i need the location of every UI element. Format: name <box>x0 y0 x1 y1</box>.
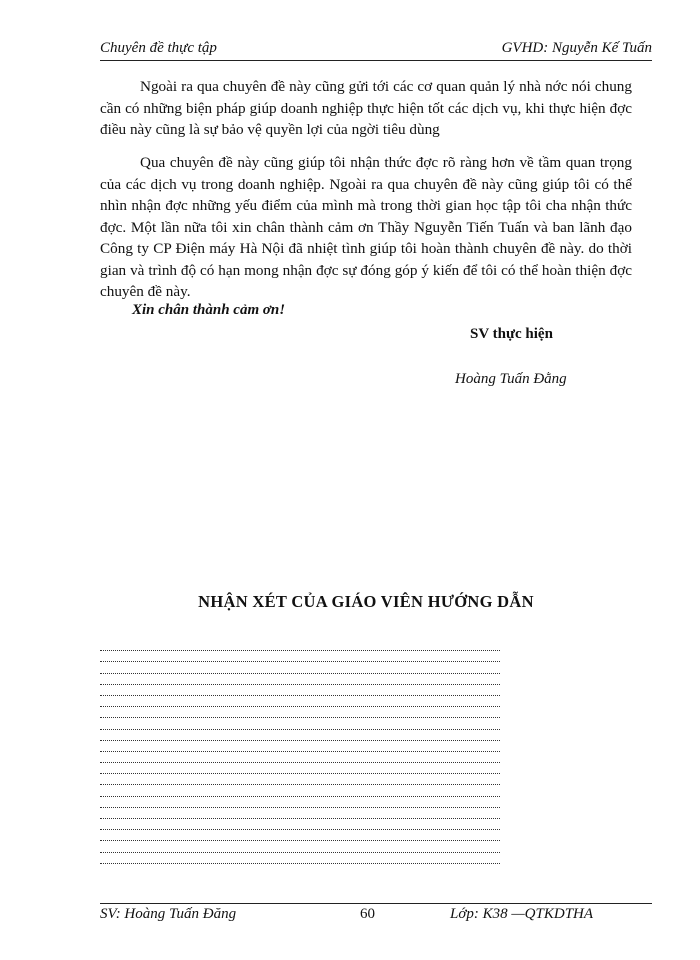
blank-dotted-line <box>100 685 500 696</box>
blank-dotted-line <box>100 797 500 808</box>
blank-dotted-line <box>100 853 500 864</box>
blank-dotted-line <box>100 819 500 830</box>
header-title: Chuyên đề thực tập <box>100 40 217 56</box>
blank-dotted-line <box>100 841 500 852</box>
footer-class: Lớp: K38 —QTKDTHA <box>450 906 594 922</box>
blank-dotted-line <box>100 707 500 718</box>
paragraph-2: Qua chuyên đề này cũng giúp tôi nhận thức đợc rõ ràng hơn về tầm quan trọng của các dịch vụ trong doanh nghiệp. Ngoài ra qua chuyên đề này cũng giúp tôi có thể nhìn nhận đợc những yếu điểm của mình mà trong thời gian học tập tôi cha nhận thức đợc. Một lần nữa tôi xin chân thành cảm ơn Thầy Nguyễn Tiến Tuấn và ban lãnh đạo Công ty CP Điện máy Hà Nội đã nhiệt tình giúp tôi hoàn thành chuyên đề này. do thời gian và trình độ có hạn mong nhận đợc sự đóng góp ý kiến để tôi có thể hoàn thiện đợc chuyên đề này. <box>100 154 632 300</box>
thanks-line: Xin chân thành cảm ơn! <box>132 302 286 318</box>
review-section-title: NHẬN XÉT CỦA GIÁO VIÊN HƯỚNG DẪN <box>198 592 534 611</box>
signature-label: SV thực hiện <box>470 326 553 342</box>
blank-dotted-line <box>100 785 500 796</box>
review-blank-lines <box>100 640 500 864</box>
signature-name: Hoàng Tuấn Đằng <box>455 371 567 387</box>
blank-dotted-line <box>100 763 500 774</box>
blank-dotted-line <box>100 774 500 785</box>
blank-dotted-line <box>100 640 500 651</box>
page-header <box>100 38 652 61</box>
page-footer <box>100 903 652 928</box>
blank-dotted-line <box>100 808 500 819</box>
blank-dotted-line <box>100 830 500 841</box>
paragraph-1: Ngoài ra qua chuyên đề này cũng gửi tới các cơ quan quản lý nhà nớc nói chung cần có những biện pháp giúp doanh nghiệp thực hiện tốt các dịch vụ, khi thực hiện đợc điều này cũng là sự bảo vệ quyền lợi của ngời tiêu dùng <box>100 78 632 138</box>
blank-dotted-line <box>100 730 500 741</box>
footer-student: SV: Hoàng Tuấn Đăng <box>100 906 237 922</box>
page-number: 60 <box>360 906 375 922</box>
blank-dotted-line <box>100 752 500 763</box>
blank-dotted-line <box>100 741 500 752</box>
blank-dotted-line <box>100 696 500 707</box>
blank-dotted-line <box>100 674 500 685</box>
blank-dotted-line <box>100 651 500 662</box>
header-advisor: GVHD: Nguyễn Kế Tuấn <box>501 40 652 56</box>
blank-dotted-line <box>100 718 500 729</box>
blank-dotted-line <box>100 662 500 673</box>
